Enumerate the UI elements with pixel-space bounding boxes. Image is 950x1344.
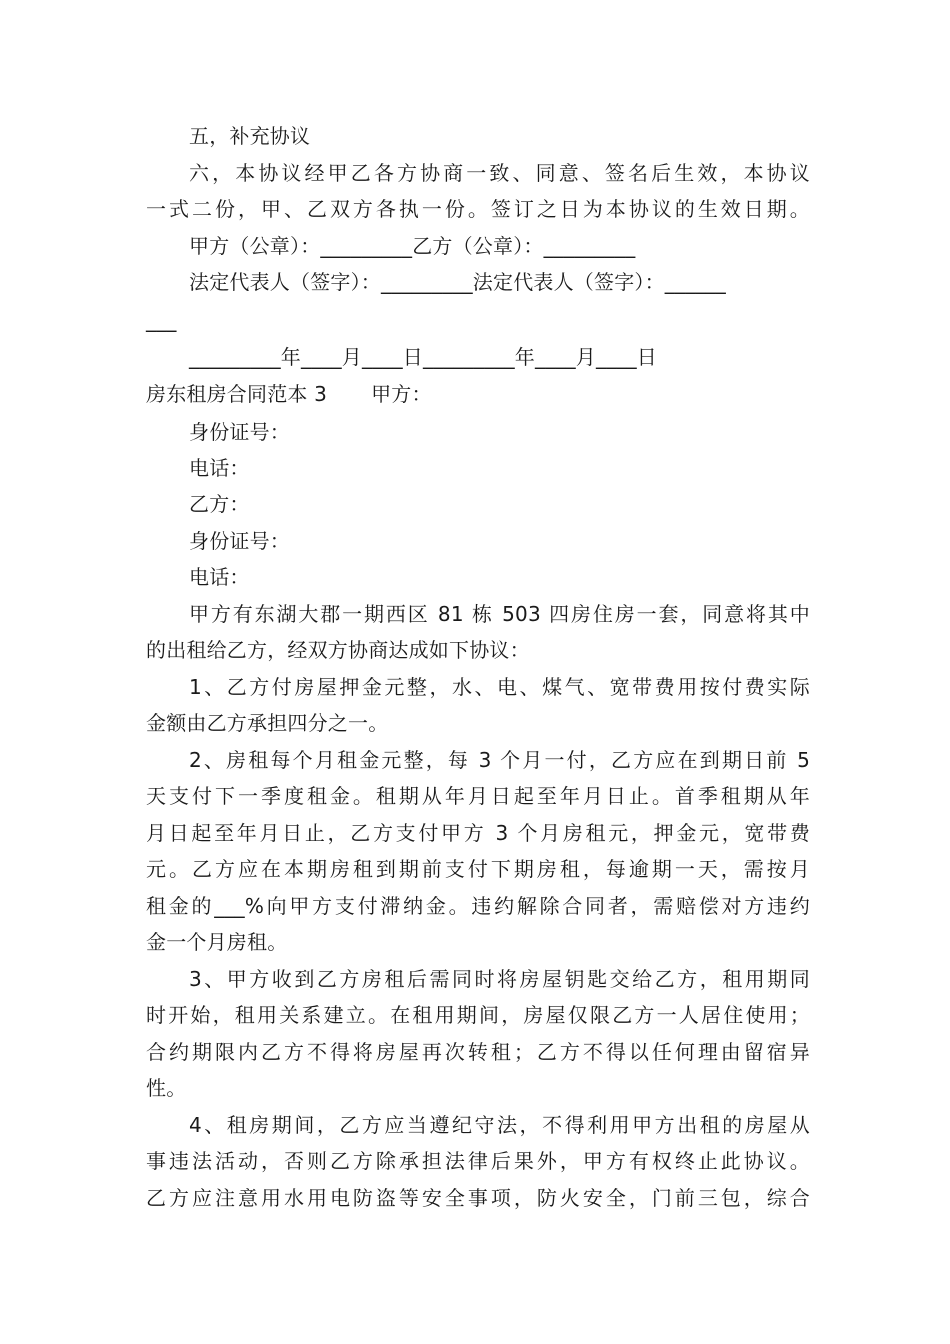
party-seal-line: 甲方（公章）：_________乙方（公章）：_________ [189, 234, 636, 258]
clause-4-line-3: 乙方应注意用水用电防盗等安全事项，防火安全，门前三包，综合 [146, 1186, 810, 1210]
section-five-heading: 五，补充协议 [189, 124, 311, 148]
clause-3-line-4: 性。 [146, 1076, 187, 1100]
clause-1-line-1: 1、乙方付房屋押金元整，水、电、煤气、宽带费用按付费实际 [189, 675, 810, 699]
clause-1-line-2: 金额由乙方承担四分之一。 [146, 711, 389, 735]
legal-rep-signature-line: 法定代表人（签字）：_________法定代表人（签字）：______ [189, 270, 726, 294]
clause-4-line-1: 4、租房期间，乙方应当遵纪守法，不得利用甲方出租的房屋从 [189, 1113, 810, 1137]
clause-2-line-6: 金一个月房租。 [146, 930, 288, 954]
party-a-id-label: 身份证号： [189, 420, 290, 444]
party-a-label: 甲方： [371, 382, 432, 406]
clause-2-line-5: 租金的___%向甲方支付滞纳金。违约解除合同者，需赔偿对方违约 [146, 894, 810, 918]
party-a-phone-label: 电话： [189, 456, 250, 480]
contract-title-line [146, 376, 810, 412]
section-six-line-1: 六，本协议经甲乙各方协商一致、同意、签名后生效，本协议 [189, 161, 810, 185]
property-clause-line-1: 甲方有东湖大郡一期西区 81 栋 503 四房住房一套，同意将其中 [189, 602, 810, 626]
property-clause-line-2: 的出租给乙方，经双方协商达成如下协议： [146, 638, 530, 662]
clause-2-line-4: 元。乙方应在本期房租到期前支付下期房租，每逾期一天，需按月 [146, 857, 810, 881]
clause-2-line-2: 天支付下一季度租金。租期从年月日起至年月日止。首季租期从年 [146, 784, 810, 808]
party-b-label: 乙方： [189, 492, 250, 516]
clause-3-line-2: 时开始，租用关系建立。在租用期间，房屋仅限乙方一人居住使用； [146, 1003, 810, 1027]
party-b-id-label: 身份证号： [189, 529, 290, 553]
party-b-phone-label: 电话： [189, 565, 250, 589]
section-six-line-2: 一式二份，甲、乙双方各执一份。签订之日为本协议的生效日期。 [146, 197, 810, 221]
clause-3-line-3: 合约期限内乙方不得将房屋再次转租；乙方不得以任何理由留宿异 [146, 1040, 810, 1064]
clause-4-line-2: 事违法活动，否则乙方除承担法律后果外，甲方有权终止此协议。 [146, 1149, 810, 1173]
legal-rep-signature-line-cont: ___ [146, 308, 177, 332]
clause-3-line-1: 3、甲方收到乙方房租后需同时将房屋钥匙交给乙方，租用期同 [189, 967, 810, 991]
date-line: _________年____月____日_________年____月____日 [189, 345, 657, 369]
clause-2-line-1: 2、房租每个月租金元整，每 3 个月一付，乙方应在到期日前 5 [189, 748, 810, 772]
contract-title: 房东租房合同范本 3 [146, 382, 328, 406]
clause-2-line-3: 月日起至年月日止，乙方支付甲方 3 个月房租元，押金元，宽带费 [146, 821, 810, 845]
